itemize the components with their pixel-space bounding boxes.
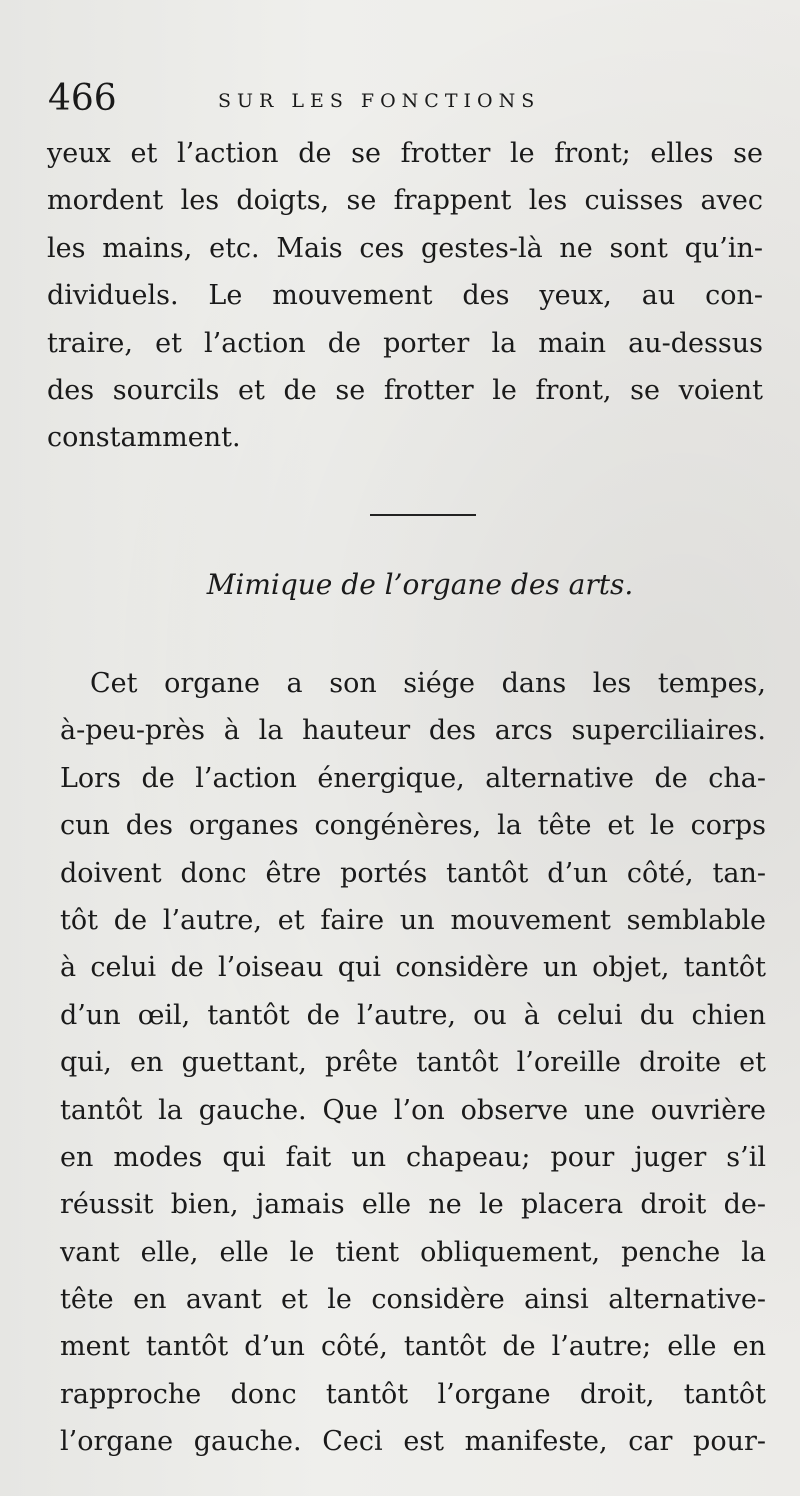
text-line: dividuels. Le mouvement des yeux, au con- bbox=[47, 280, 763, 312]
text-line: en modes qui fait un chapeau; pour juger s’il bbox=[60, 1141, 766, 1173]
text-line: l’organe gauche. Ceci est manifeste, car pour- bbox=[60, 1426, 766, 1458]
text-line: tête en avant et le considère ainsi alternative- bbox=[60, 1284, 766, 1316]
page-number: 466 bbox=[48, 78, 117, 119]
text-line: rapproche donc tantôt l’organe droit, tantôt bbox=[60, 1378, 766, 1410]
text-line: tantôt la gauche. Que l’on observe une ouvrière bbox=[60, 1094, 766, 1126]
page-header bbox=[48, 74, 748, 124]
running-head: SUR LES FONCTIONS bbox=[218, 90, 541, 112]
text-line: ment tantôt d’un côté, tantôt de l’autre; elle en bbox=[60, 1331, 766, 1363]
text-line: à-peu-près à la hauteur des arcs superciliaires. bbox=[60, 715, 766, 747]
text-line: traire, et l’action de porter la main au-dessus bbox=[47, 327, 763, 359]
section-divider bbox=[370, 514, 476, 516]
text-line: d’un œil, tantôt de l’autre, ou à celui du chien bbox=[60, 999, 766, 1031]
section-title: Mimique de l’organe des arts. bbox=[206, 568, 634, 601]
text-line: à celui de l’oiseau qui considère un objet, tantôt bbox=[60, 952, 766, 984]
text-line: des sourcils et de se frotter le front, se voient bbox=[47, 374, 763, 406]
text-line: mordent les doigts, se frappent les cuisses avec bbox=[47, 185, 763, 217]
paragraph-organ-of-arts bbox=[60, 660, 766, 1466]
text-line: doivent donc être portés tantôt d’un côté, tan- bbox=[60, 857, 766, 889]
text-line: les mains, etc. Mais ces gestes-là ne sont qu’in- bbox=[47, 232, 763, 264]
text-line: qui, en guettant, prête tantôt l’oreille droite et bbox=[60, 1047, 766, 1079]
text-line: Lors de l’action énergique, alternative de cha- bbox=[60, 762, 766, 794]
text-line: réussit bien, jamais elle ne le placera droit de- bbox=[60, 1189, 766, 1221]
text-line: yeux et l’action de se frotter le front; elles se bbox=[47, 138, 763, 169]
paragraph-continued bbox=[47, 130, 763, 462]
text-line: Cet organe a son siége dans les tempes, bbox=[90, 668, 766, 699]
text-line: cun des organes congénères, la tête et le corps bbox=[60, 810, 766, 842]
text-line: constamment. bbox=[47, 422, 241, 454]
text-line: vant elle, elle le tient obliquement, penche la bbox=[60, 1236, 766, 1268]
text-line: tôt de l’autre, et faire un mouvement semblable bbox=[60, 904, 766, 936]
